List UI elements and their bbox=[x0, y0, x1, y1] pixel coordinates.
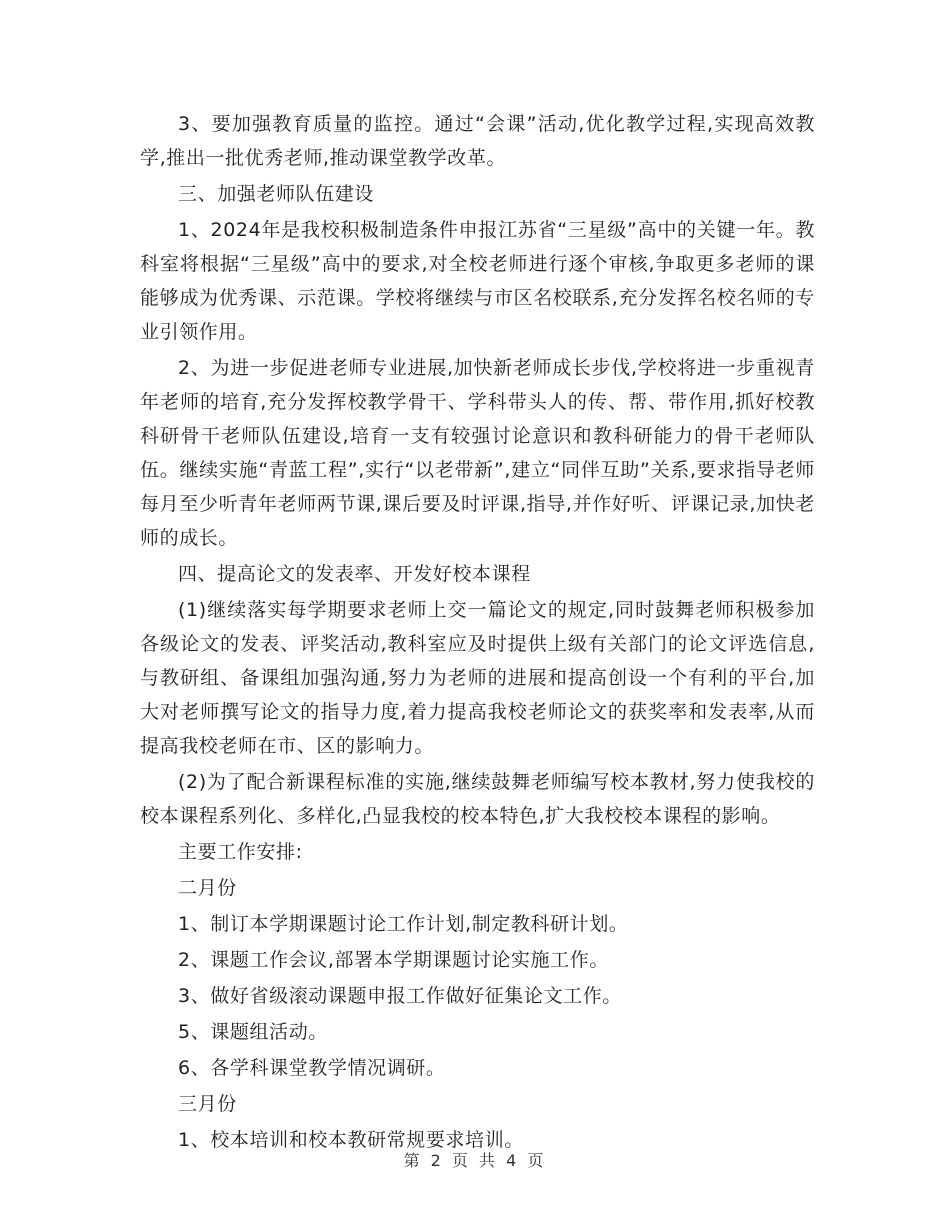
schedule-item: 6、各学科课堂教学情况调研。 bbox=[178, 1057, 446, 1079]
schedule-item: 1、制订本学期课题讨论工作计划,制定教科研计划。 bbox=[178, 913, 629, 935]
paragraph-school-curriculum: (2)为了配合新课程标准的实施,继续鼓舞老师编写校本教材,努力使我校的校本课程系列化、多样化,凸显我校的校本特色,扩大我校校本课程的影响。 bbox=[140, 771, 815, 827]
section-heading-teacher-team: 三、加强老师队伍建设 bbox=[178, 183, 375, 205]
paragraph-paper-submission: (1)继续落实每学期要求老师上交一篇论文的规定,同时鼓舞老师积极参加各级论文的发表、评奖活动,教科室应及时提供上级有关部门的论文评选信息,与教研组、备课组加强沟通,努力为老师的进展和提高创设一个有利的平台,加大对老师撰写论文的指导力度,着力提高我校老师论文的获奖率和发表率,从而提高我校老师在市、区的影响力。 bbox=[140, 599, 815, 757]
month-heading-february: 二月份 bbox=[178, 877, 237, 899]
schedule-item: 5、课题组活动。 bbox=[178, 1021, 328, 1043]
schedule-item: 1、校本培训和校本教研常规要求培训。 bbox=[178, 1129, 524, 1151]
paragraph-three-star-application: 1、2024年是我校积极制造条件申报江苏省“三星级”高中的关键一年。教科室将根据“三星级”高中的要求,对全校老师进行逐个审核,争取更多老师的课能够成为优秀课、示范课。学校将继续与市区名校联系,充分发挥名校名师的专业引领作用。 bbox=[140, 219, 815, 343]
schedule-heading: 主要工作安排: bbox=[178, 841, 303, 863]
paragraph-young-teacher-growth: 2、为进一步促进老师专业进展,加快新老师成长步伐,学校将进一步重视青年老师的培育,充分发挥校教学骨干、学科带头人的传、帮、带作用,抓好校教科研骨干老师队伍建设,培育一支有较强讨论意识和教科研能力的骨干老师队伍。继续实施“青蓝工程”,实行“以老带新”,建立“同伴互助”关系,要求指导老师每月至少听青年老师两节课,课后要及时评课,指导,并作好听、评课记录,加快老师的成长。 bbox=[140, 357, 815, 549]
section-heading-papers-curriculum: 四、提高论文的发表率、开发好校本课程 bbox=[178, 563, 531, 585]
page-number-footer: 第 2 页 共 4 页 bbox=[403, 1151, 547, 1170]
document-body bbox=[140, 107, 815, 1159]
schedule-item: 3、做好省级滚动课题申报工作做好征集论文工作。 bbox=[178, 985, 622, 1007]
paragraph-quality-monitoring: 3、要加强教育质量的监控。通过“会课”活动,优化教学过程,实现高效教学,推出一批优秀老师,推动课堂教学改革。 bbox=[140, 113, 815, 169]
schedule-item: 2、课题工作会议,部署本学期课题讨论实施工作。 bbox=[178, 949, 609, 971]
month-heading-march: 三月份 bbox=[178, 1093, 237, 1115]
